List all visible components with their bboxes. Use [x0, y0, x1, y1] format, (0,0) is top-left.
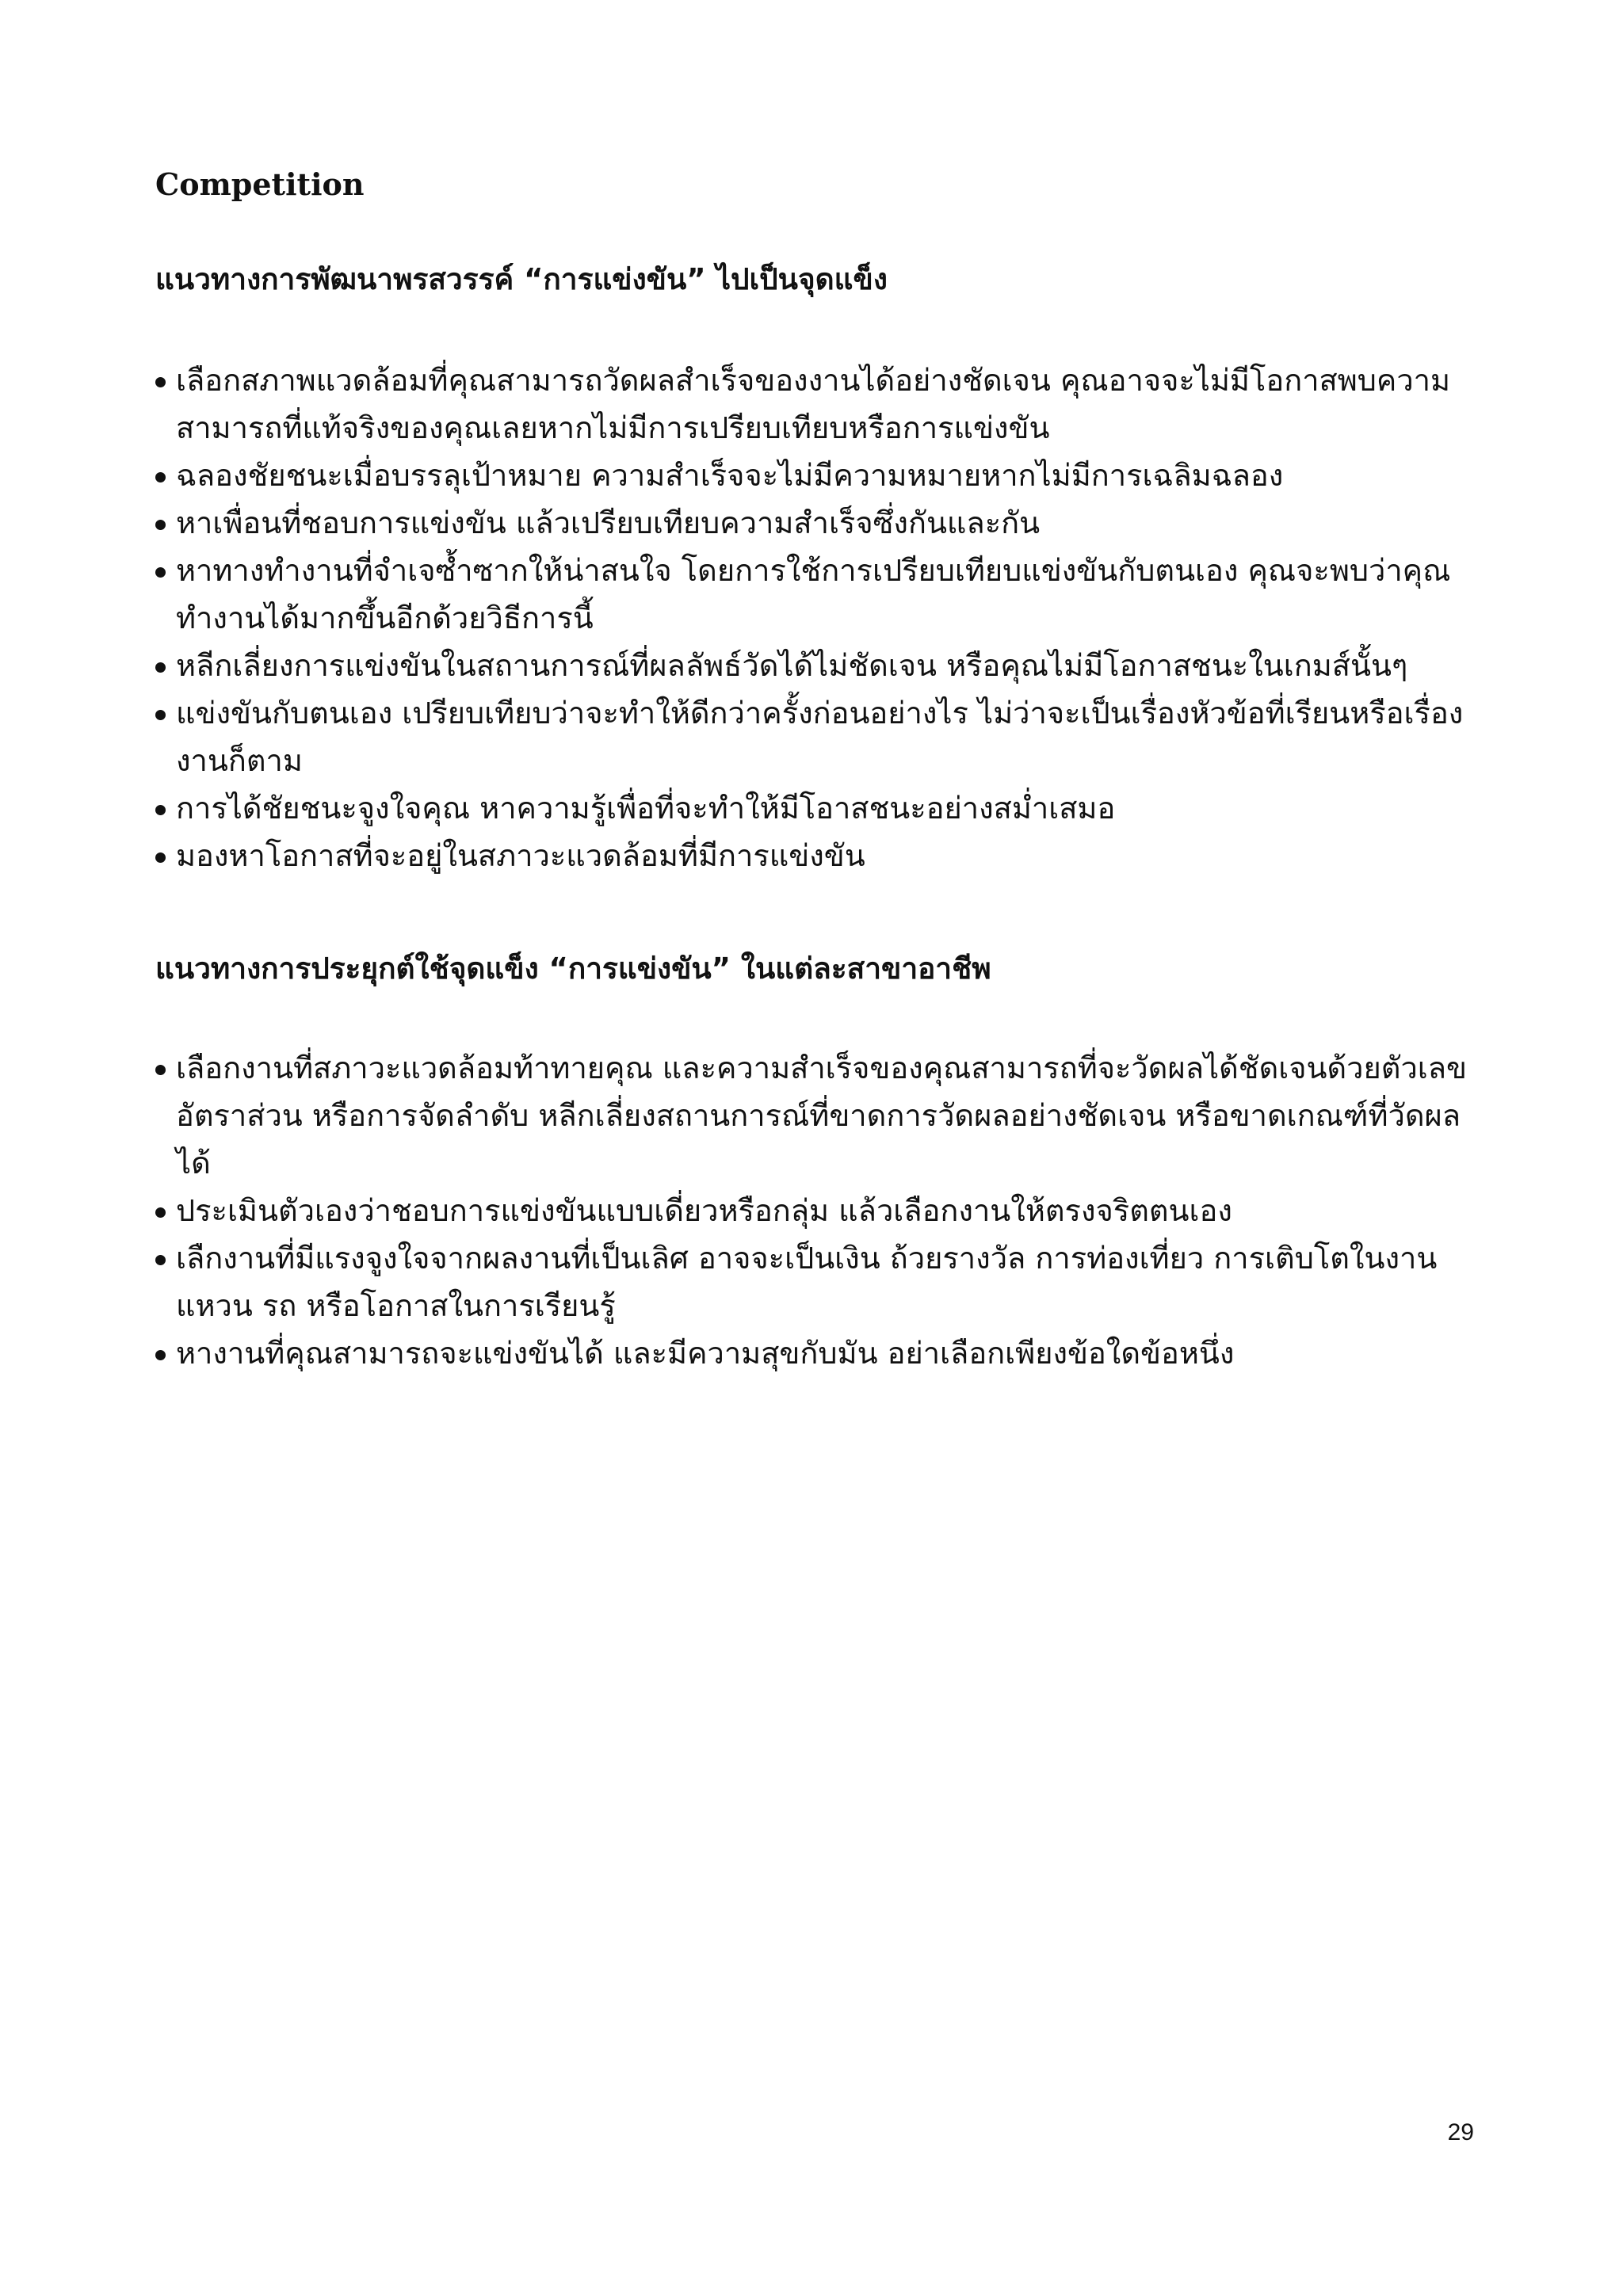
list-item-text: หาทางทำงานที่จำเจซ้ำซากให้น่าสนใจ โดยการใช้การเปรียบเทียบแข่งขันกับตนเอง คุณจะพบว่าคุณทำงานได้มากขึ้นอีกด้วยวิธีการนี้ — [176, 553, 1451, 635]
bullet-icon — [155, 567, 166, 578]
bullet-icon — [155, 1065, 166, 1075]
bullet-icon — [155, 805, 166, 815]
list-item — [155, 1234, 1471, 1329]
bullet-icon — [155, 520, 166, 530]
section-heading-career: แนวทางการประยุกต์ใช้จุดแข็ง “การแข่งขัน” ในแต่ละสาขาอาชีพ — [155, 952, 991, 986]
list-item-text: หาเพื่อนที่ชอบการแข่งขัน แล้วเปรียบเทียบความสำเร็จซึ่งกันและกัน — [176, 505, 1041, 540]
list-item — [155, 357, 1471, 452]
bullet-icon — [155, 710, 166, 720]
bullet-icon — [155, 377, 166, 387]
list-item-text: เลือกสภาพแวดล้อมที่คุณสามารถวัดผลสำเร็จของงานได้อย่างชัดเจน คุณอาจจะไม่มีโอกาสพบความสามารถที่แท้จริงของคุณเลยหากไม่มีการเปรียบเทียบหรือการแข่งขัน — [176, 363, 1451, 445]
list-item — [155, 642, 1471, 689]
list-item — [155, 1329, 1471, 1377]
list-item-text: เลือกงานที่สภาวะแวดล้อมท้าทายคุณ และความสำเร็จของคุณสามารถที่จะวัดผลได้ชัดเจนด้วยตัวเลข อัตราส่วน หรือการจัดลำดับ หลีกเลี่ยงสถานการณ์ที่ขาดการวัดผลอย่างชัดเจน หรือขาดเกณฑ์ที่วัดผลได้ — [176, 1051, 1468, 1180]
development-tips-list — [155, 357, 1471, 879]
list-item-text: แข่งขันกับตนเอง เปรียบเทียบว่าจะทำให้ดีกว่าครั้งก่อนอย่างไร ไม่ว่าจะเป็นเรื่องหัวข้อที่เรียนหรือเรื่องงานก็ตาม — [176, 696, 1464, 778]
list-item — [155, 547, 1471, 642]
list-item-text: การได้ชัยชนะจูงใจคุณ หาความรู้เพื่อที่จะทำให้มีโอาสชนะอย่างสม่ำเสมอ — [176, 791, 1116, 826]
list-item-text: หลีกเลี่ยงการแข่งขันในสถานการณ์ที่ผลลัพธ์วัดได้ไม่ชัดเจน หรือคุณไม่มีโอกาสชนะในเกมส์นั้นๆ — [176, 648, 1408, 683]
list-item-text: มองหาโอกาสที่จะอยู่ในสภาวะแวดล้อมที่มีการแข่งขัน — [176, 838, 865, 873]
list-item — [155, 499, 1471, 547]
page-number: 29 — [1447, 2119, 1474, 2145]
bullet-icon — [155, 472, 166, 482]
section-heading-development: แนวทางการพัฒนาพรสวรรค์ “การแข่งขัน” ไปเป็นจุดแข็ง — [155, 262, 888, 296]
list-item — [155, 832, 1471, 879]
bullet-icon — [155, 1350, 166, 1360]
list-item — [155, 784, 1471, 832]
page-title: Competition — [155, 166, 365, 202]
career-tips-list — [155, 1044, 1471, 1377]
list-item — [155, 1187, 1471, 1234]
list-item-text: หางานที่คุณสามารถจะแข่งขันได้ และมีความสุขกับมัน อย่าเลือกเพียงข้อใดข้อหนึ่ง — [176, 1336, 1235, 1371]
list-item-text: ฉลองชัยชนะเมื่อบรรลุเป้าหมาย ความสำเร็จจะไม่มีความหมายหากไม่มีการเฉลิมฉลอง — [176, 458, 1284, 493]
list-item-text: เลืกงานที่มีแรงจูงใจจากผลงานที่เป็นเลิศ อาจจะเป็นเงิน ถ้วยรางวัล การท่องเที่ยว การเติบโตในงาน แหวน รถ หรือโอกาสในการเรียนรู้ — [176, 1241, 1438, 1323]
bullet-icon — [155, 1207, 166, 1218]
bullet-icon — [155, 1255, 166, 1265]
list-item — [155, 1044, 1471, 1187]
list-item — [155, 689, 1471, 784]
bullet-icon — [155, 662, 166, 673]
list-item-text: ประเมินตัวเองว่าชอบการแข่งขันแบบเดี่ยวหรือกลุ่ม แล้วเลือกงานให้ตรงจริตตนเอง — [176, 1193, 1232, 1228]
list-item — [155, 452, 1471, 499]
bullet-icon — [155, 852, 166, 863]
